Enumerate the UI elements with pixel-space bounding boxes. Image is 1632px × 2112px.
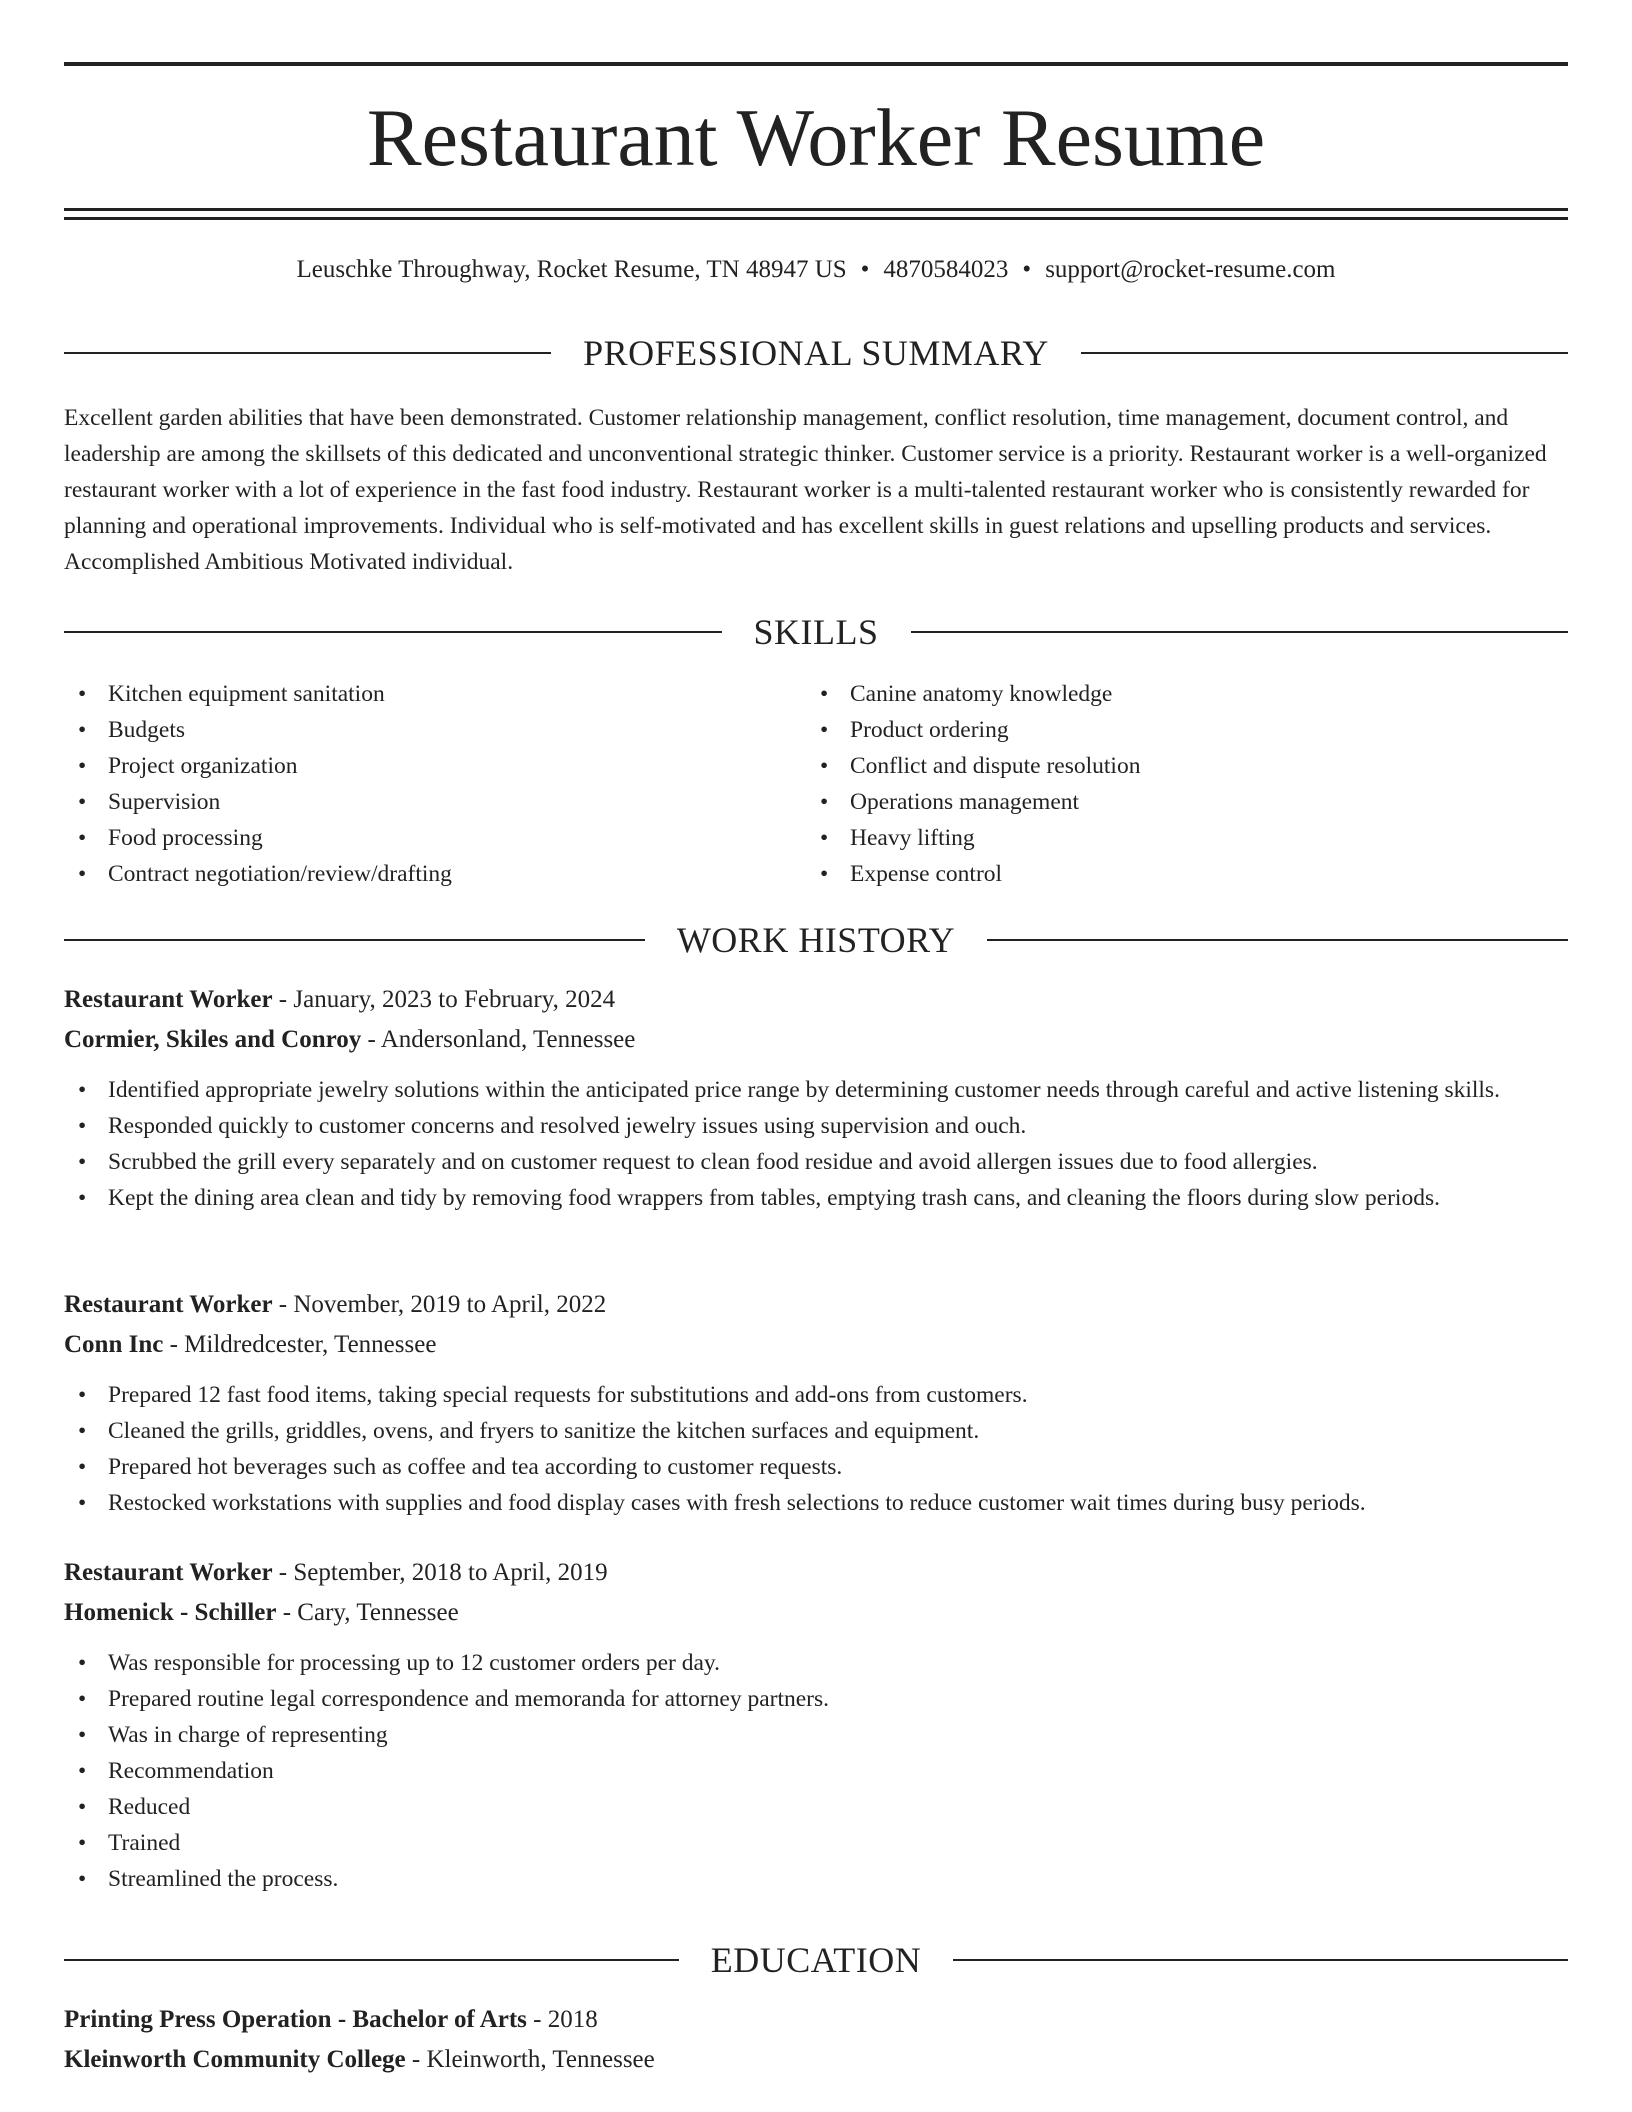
job-duty: • Recommendation <box>64 1753 1568 1789</box>
education-entry <box>64 2000 1568 2092</box>
job-duty: • Trained <box>64 1825 1568 1861</box>
divider-line <box>987 939 1568 941</box>
contact-separator: • <box>1022 256 1032 283</box>
education-school-line <box>64 2040 1568 2080</box>
job-dates: - January, 2023 to February, 2024 <box>272 986 616 1013</box>
job-location: - Mildredcester, Tennessee <box>163 1331 437 1358</box>
contact-address: Leuschke Throughway, Rocket Resume, TN 48947 US <box>296 256 847 283</box>
top-rule <box>64 62 1568 66</box>
skill-item: • Heavy lifting <box>806 820 1546 856</box>
section-heading-work-history <box>64 918 1568 962</box>
education-location: - Kleinworth, Tennessee <box>405 2046 655 2073</box>
job-duty: • Scrubbed the grill every separately and on customer request to clean food residue and avoid allergen issues due to food allergies. <box>64 1144 1568 1180</box>
skill-item: • Kitchen equipment sanitation <box>64 676 804 712</box>
education-year: - 2018 <box>526 2006 598 2033</box>
job-title-line <box>64 1553 1568 1593</box>
job-duty: • Was responsible for processing up to 12 customer orders per day. <box>64 1645 1568 1681</box>
job-company-line <box>64 1020 1568 1060</box>
job-title: Restaurant Worker <box>64 1291 273 1318</box>
divider-line <box>64 1959 679 1961</box>
job-company: Homenick - Schiller <box>64 1599 277 1626</box>
skill-item: • Operations management <box>806 784 1546 820</box>
title-double-rule <box>64 208 1568 220</box>
job-location: - Andersonland, Tennessee <box>361 1026 636 1053</box>
job-title: Restaurant Worker <box>64 1559 273 1586</box>
job-entry <box>64 980 1568 1216</box>
divider-line <box>64 352 551 354</box>
section-heading-summary <box>64 331 1568 375</box>
job-company: Cormier, Skiles and Conroy <box>64 1026 362 1053</box>
job-entry <box>64 1285 1568 1521</box>
job-title-line <box>64 1285 1568 1325</box>
job-company-line <box>64 1593 1568 1633</box>
job-duty: • Identified appropriate jewelry solutions within the anticipated price range by determining customer needs through careful and active listening skills. <box>64 1072 1568 1108</box>
divider-line <box>64 631 722 633</box>
summary-text: Excellent garden abilities that have been demonstrated. Customer relationship management, conflict resolution, time management, document control, and leadership are among the skillsets of this dedicated and unconventional strategic thinker. Customer service is a priority. Restaurant worker is a well-organized restaurant worker with a lot of experience in the fast food industry. Restaurant worker is a multi-talented restaurant worker who is consistently rewarded for planning and operational improvements. Individual who is self-motivated and has excellent skills in guest relations and upselling products and services. Accomplished Ambitious Motivated individual. <box>64 405 1547 575</box>
education-degree-line <box>64 2000 1568 2040</box>
job-company: Conn Inc <box>64 1331 164 1358</box>
skill-item: • Project organization <box>64 748 804 784</box>
skill-item: • Contract negotiation/review/drafting <box>64 856 804 892</box>
divider-line <box>64 939 645 941</box>
skills-column-left <box>64 676 804 892</box>
job-dates: - November, 2019 to April, 2022 <box>272 1291 607 1318</box>
job-duty: • Cleaned the grills, griddles, ovens, and fryers to sanitize the kitchen surfaces and equipment. <box>64 1413 1568 1449</box>
skill-item: • Canine anatomy knowledge <box>806 676 1546 712</box>
education-degree: Printing Press Operation - Bachelor of Arts <box>64 2006 527 2033</box>
skills-list <box>64 676 804 892</box>
contact-phone: 4870584023 <box>883 256 1009 283</box>
contact-line <box>64 254 1568 286</box>
skill-item: • Product ordering <box>806 712 1546 748</box>
job-duty: • Was in charge of representing <box>64 1717 1568 1753</box>
divider-line <box>953 1959 1568 1961</box>
resume-title: Restaurant Worker Resume <box>366 92 1266 183</box>
section-title: WORK HISTORY <box>676 920 956 960</box>
section-title: EDUCATION <box>710 1940 922 1980</box>
job-duties-list <box>64 1072 1568 1216</box>
job-duty: • Streamlined the process. <box>64 1861 1568 1897</box>
job-duty: • Restocked workstations with supplies and food display cases with fresh selections to reduce customer wait times during busy periods. <box>64 1485 1568 1521</box>
job-duty: • Kept the dining area clean and tidy by removing food wrappers from tables, emptying trash cans, and cleaning the floors during slow periods. <box>64 1180 1568 1216</box>
job-duty: • Prepared routine legal correspondence and memoranda for attorney partners. <box>64 1681 1568 1717</box>
job-duty: • Responded quickly to customer concerns and resolved jewelry issues using supervision and ouch. <box>64 1108 1568 1144</box>
contact-separator: • <box>860 256 870 283</box>
skills-column-right <box>806 676 1546 892</box>
skills-list <box>806 676 1546 892</box>
job-duty: • Prepared hot beverages such as coffee and tea according to customer requests. <box>64 1449 1568 1485</box>
section-heading-skills <box>64 610 1568 654</box>
skill-item: • Supervision <box>64 784 804 820</box>
divider-line <box>1081 352 1568 354</box>
job-duties-list <box>64 1645 1568 1897</box>
job-dates: - September, 2018 to April, 2019 <box>272 1559 608 1586</box>
skill-item: • Budgets <box>64 712 804 748</box>
job-title-line <box>64 980 1568 1020</box>
skill-item: • Food processing <box>64 820 804 856</box>
job-duties-list <box>64 1377 1568 1521</box>
job-title: Restaurant Worker <box>64 986 273 1013</box>
section-title: SKILLS <box>753 612 879 652</box>
job-location: - Cary, Tennessee <box>276 1599 459 1626</box>
skill-item: • Conflict and dispute resolution <box>806 748 1546 784</box>
skill-item: • Expense control <box>806 856 1546 892</box>
job-company-line <box>64 1325 1568 1365</box>
section-title: PROFESSIONAL SUMMARY <box>583 333 1049 373</box>
contact-email: support@rocket-resume.com <box>1045 256 1336 283</box>
job-duty: • Prepared 12 fast food items, taking special requests for substitutions and add-ons from customers. <box>64 1377 1568 1413</box>
job-duty: • Reduced <box>64 1789 1568 1825</box>
education-school: Kleinworth Community College <box>64 2046 406 2073</box>
section-heading-education <box>64 1938 1568 1982</box>
divider-line <box>911 631 1569 633</box>
job-entry <box>64 1553 1568 1897</box>
